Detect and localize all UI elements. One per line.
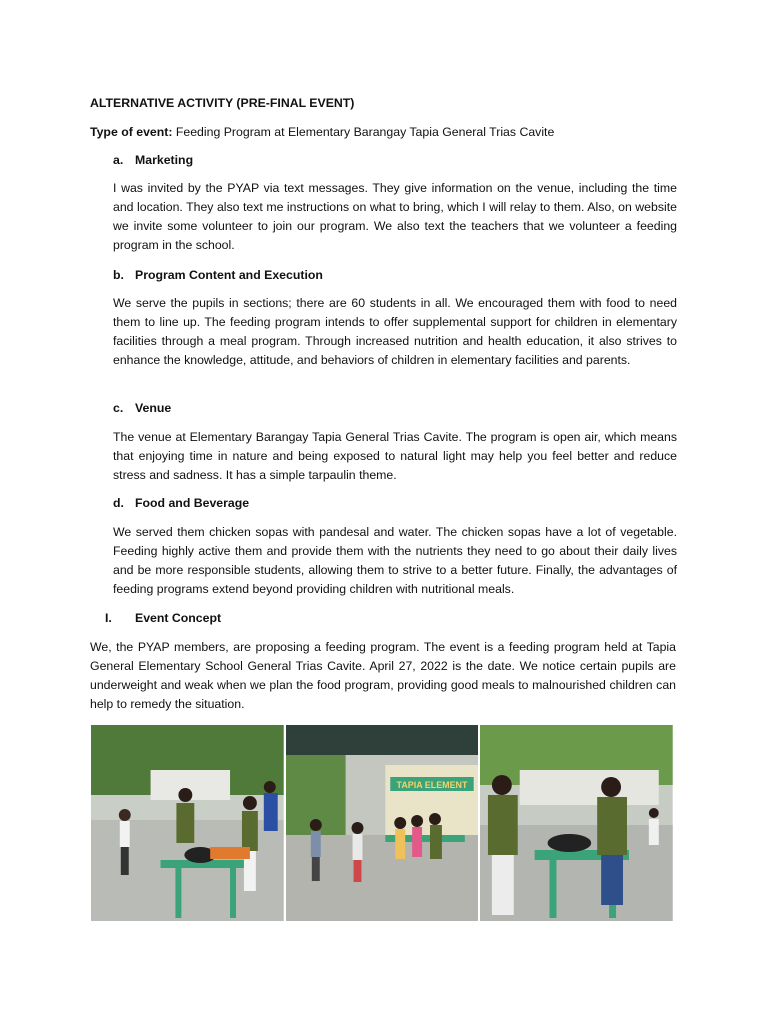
section-body-marketing: I was invited by the PYAP via text messages. They give information on the venue, including the time and location. They also text me instructions on what to bring, which I will relay to them. Also, on website we invite some volunteer to join our program. We also text the teachers that we volunteer a feeding program in the school. bbox=[113, 181, 677, 252]
section-body-venue: The venue at Elementary Barangay Tapia General Trias Cavite. The program is open air, which means that enjoying time in nature and being exposed to natural light may help you feel better and reduce stress and sadness. It has a simple tarpaulin theme. bbox=[113, 430, 677, 482]
section-body-event-concept: We, the PYAP members, are proposing a feeding program. The event is a feeding program held at Tapia General Elementary School General Trias Cavite. April 27, 2022 is the date. We notice certain pupils are underweight and weak when we plan the food program, providing good meals to malnourished children can help to remedy the situation. bbox=[90, 640, 676, 711]
section-heading-text: Venue bbox=[135, 401, 172, 415]
section-marker: a. bbox=[113, 153, 124, 167]
section-heading-program-content bbox=[113, 266, 323, 285]
event-photo-2 bbox=[286, 725, 479, 921]
section-heading-food-beverage bbox=[113, 494, 249, 513]
section-marker: I. bbox=[105, 611, 112, 625]
section-marker: b. bbox=[113, 268, 124, 282]
section-heading-text: Food and Beverage bbox=[135, 496, 250, 510]
event-type-label: Type of event: bbox=[90, 125, 173, 139]
event-photo-strip bbox=[91, 725, 673, 921]
section-heading-event-concept bbox=[105, 609, 221, 628]
section-heading-marketing bbox=[113, 151, 193, 170]
section-heading-venue bbox=[113, 399, 171, 418]
section-marker: c. bbox=[113, 401, 124, 415]
section-heading-text: Program Content and Execution bbox=[135, 268, 323, 282]
event-type-line bbox=[90, 123, 678, 142]
event-photo-1 bbox=[91, 725, 284, 921]
section-body-food-beverage: We served them chicken sopas with pandesal and water. The chicken sopas have a lot of vegetable. Feeding highly active them and provide them with the nutrients they need to go about their daily lives and be more responsible students, allowing them to strive to a better future. Finally, the advantages of feeding programs extend beyond providing children with nutritional meals. bbox=[113, 525, 677, 596]
event-photo-3 bbox=[480, 725, 673, 921]
section-heading-text: Marketing bbox=[135, 153, 194, 167]
section-body-program-content: We serve the pupils in sections; there are 60 students in all. We encouraged them with food to need them to line up. The feeding program intends to offer supplemental support for children in elementary facilities through a meal program. Through increased nutrition and health education, it also strives to enhance the knowledge, attitude, and behaviors of children in elementary facilities and parents. bbox=[113, 296, 677, 367]
event-type-value: Feeding Program at Elementary Barangay Tapia General Trias Cavite bbox=[172, 125, 555, 139]
school-sign-text: TAPIA ELEMENT bbox=[396, 779, 468, 791]
document-title: ALTERNATIVE ACTIVITY (PRE-FINAL EVENT) bbox=[90, 96, 355, 110]
section-marker: d. bbox=[113, 496, 124, 510]
section-heading-text: Event Concept bbox=[135, 611, 222, 625]
